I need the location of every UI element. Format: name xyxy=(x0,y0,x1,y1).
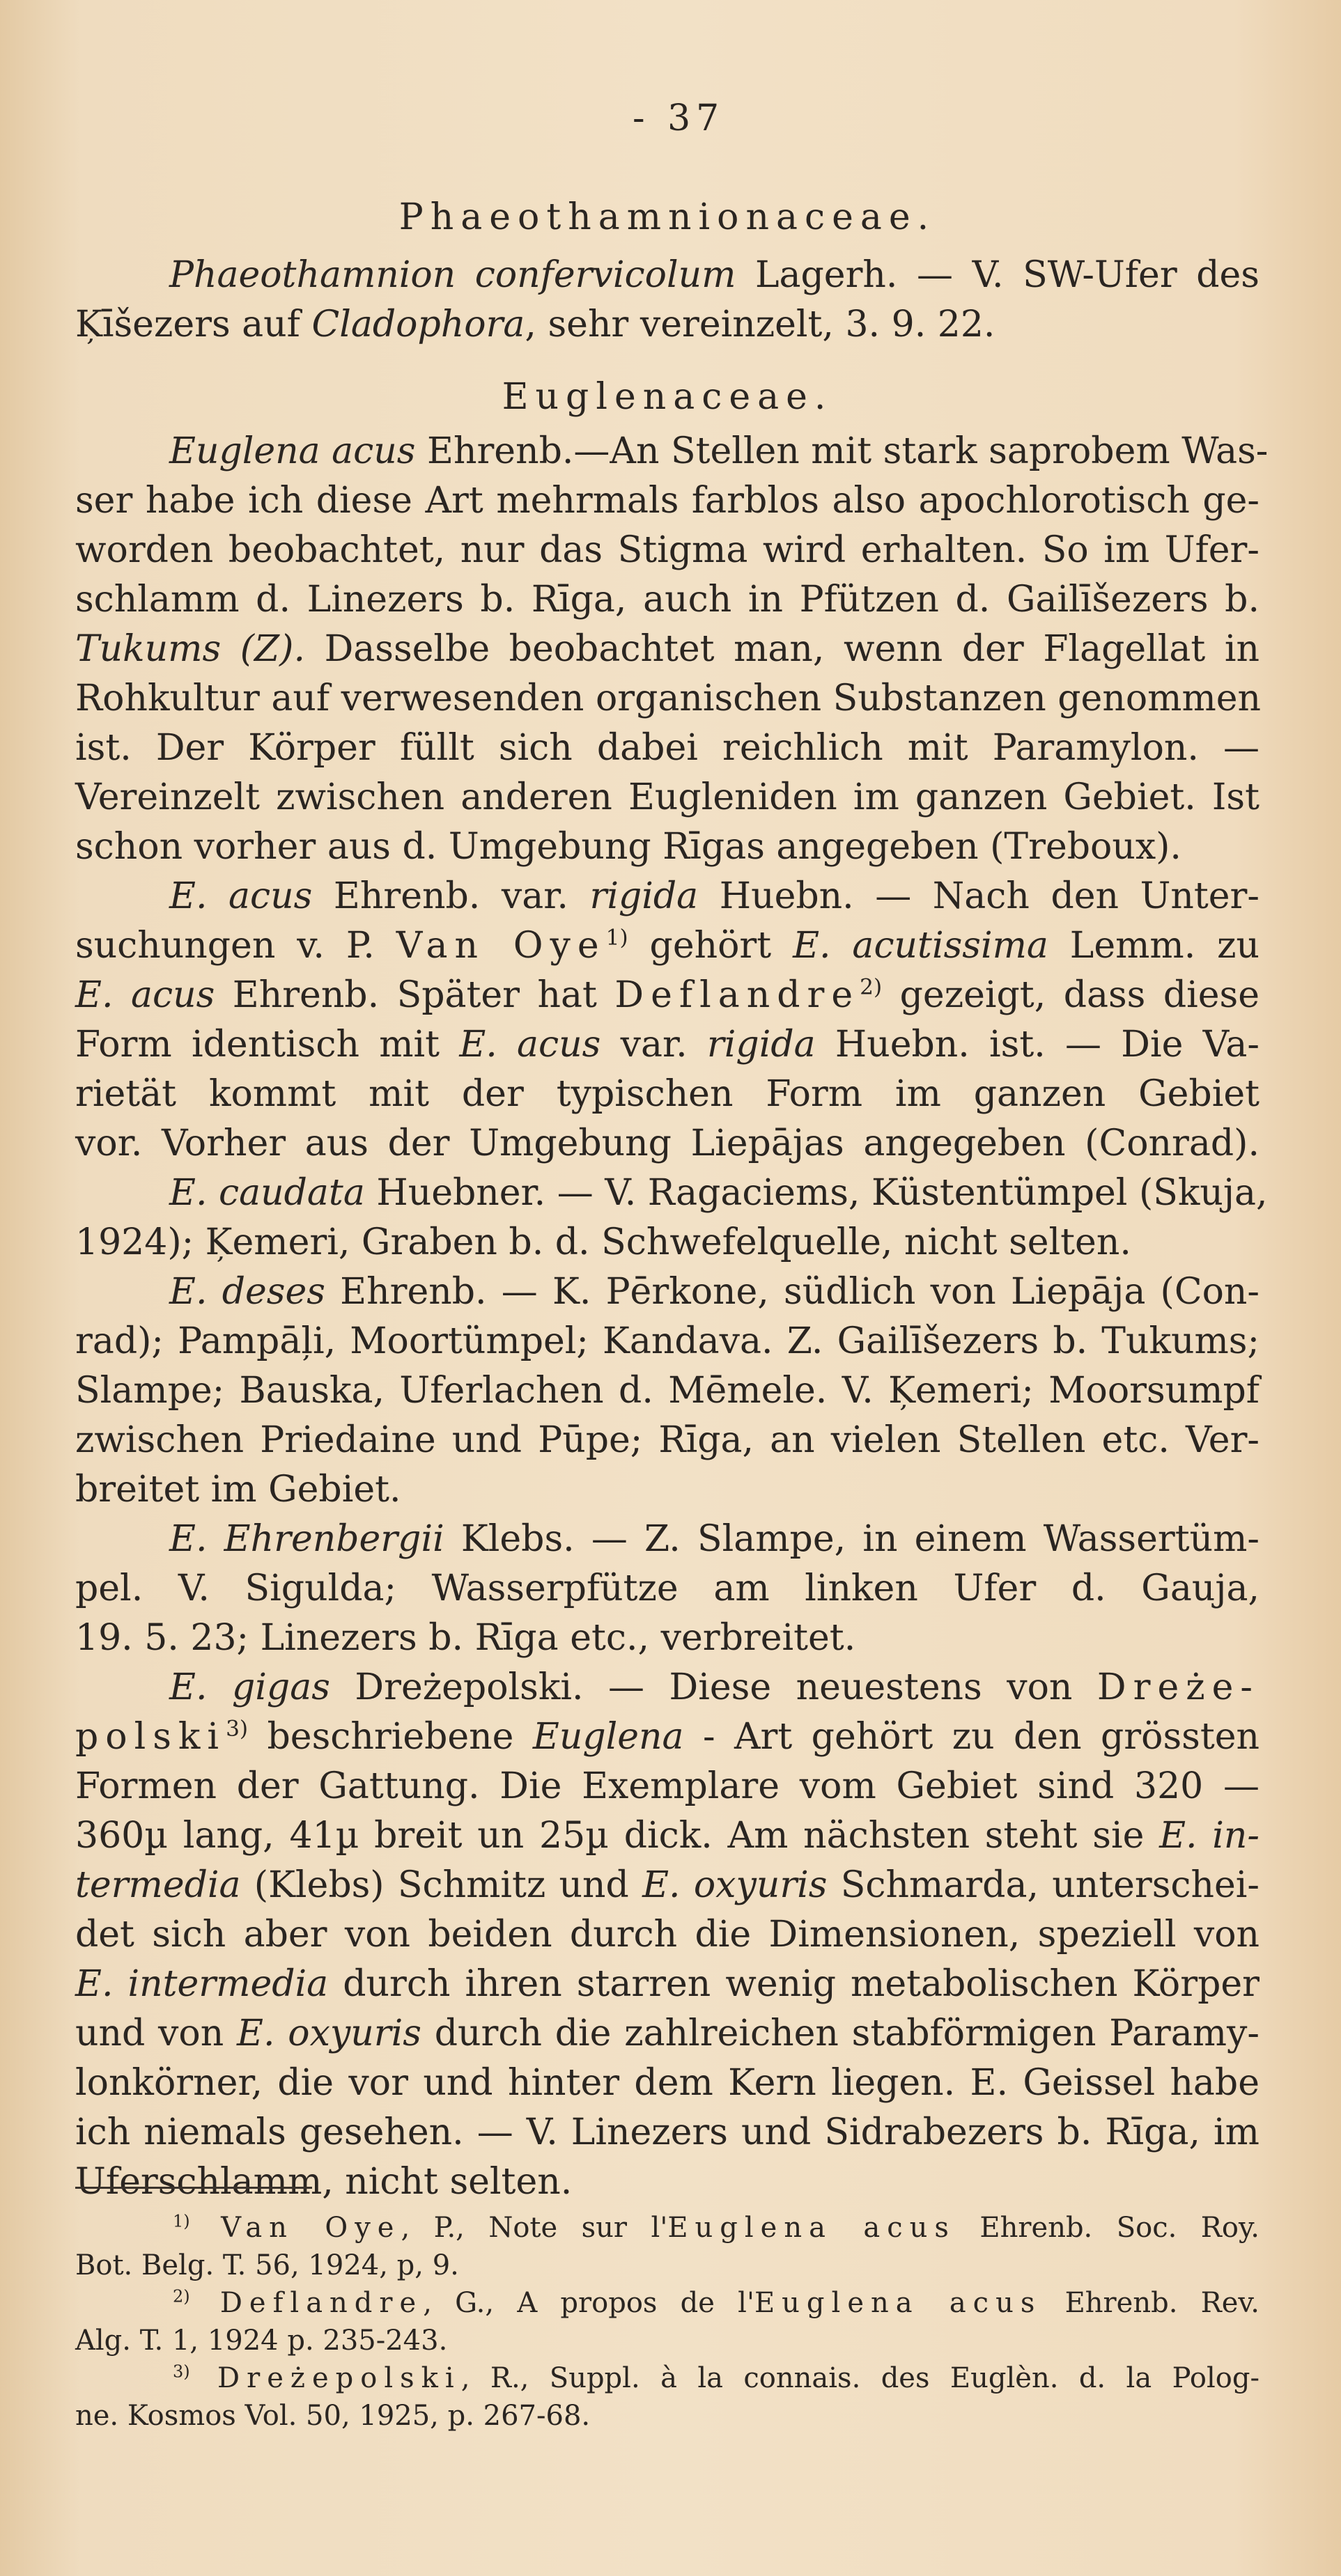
text-line: Formen der Gattung. Die Exemplare vom Gebiet sind 320 — xyxy=(75,1765,1259,1807)
text-line: 360µ lang, 41µ breit un 25µ dick. Am nächsten steht sie E. in- xyxy=(75,1815,1259,1857)
text-line: Tukums (Z). Dasselbe beobachtet man, wenn der Flagellat in xyxy=(75,628,1259,670)
text-line: polski$^{3)}$ beschriebene Euglena - Art gehört zu den grössten xyxy=(75,1716,1259,1758)
text-line: 19. 5. 23; Linezers b. Rīga etc., verbreitet. xyxy=(75,1617,856,1659)
text-line: Form identisch mit E. acus var. rigida Huebn. ist. — Die Va- xyxy=(75,1024,1259,1065)
text-line: E. acus Ehrenb. Später hat Deflandre$^{2)}$ gezeigt, dass diese xyxy=(75,974,1259,1016)
text-line: Euglena acus Ehrenb.—An Stellen mit stark saprobem Was- xyxy=(169,430,1269,472)
entry-euglena-acus-rigida xyxy=(75,872,1259,1169)
page-number: - 37 xyxy=(633,97,725,139)
text-line: Rohkultur auf verwesenden organischen Substanzen genommen xyxy=(75,678,1262,719)
entry-euglena-ehrenbergii xyxy=(75,1515,1259,1663)
footnotes xyxy=(75,2209,1259,2435)
entry-euglena-gigas xyxy=(75,1663,1259,2207)
section-title-euglenaceae: Euglenaceae. xyxy=(502,376,833,418)
text-line: vor. Vorher aus der Umgebung Liepājas angegeben (Conrad). xyxy=(75,1123,1259,1164)
text-line: Ķīšezers auf Cladophora, sehr vereinzelt, 3. 9. 22. xyxy=(75,304,995,345)
text-line: termedia (Klebs) Schmitz und E. oxyuris Schmarda, unterschei- xyxy=(75,1864,1260,1906)
text-line: Uferschlamm, nicht selten. xyxy=(75,2161,573,2203)
text-line: rietät kommt mit der typischen Form im ganzen Gebiet xyxy=(75,1073,1259,1115)
footnote-2: $^{2)}$ Deflandre, G., A propos de l'Euglena acus Ehrenb. Rev. xyxy=(173,2286,1260,2319)
footnote-2-cont: Alg. T. 1, 1924 p. 235-243. xyxy=(75,2325,448,2357)
entry-euglena-caudata xyxy=(75,1169,1268,1267)
text-line: breitet im Gebiet. xyxy=(75,1469,401,1511)
entry-euglena-acus xyxy=(75,427,1269,872)
text-line: E. intermedia durch ihren starren wenig metabolischen Körper xyxy=(75,1963,1259,2005)
text-line: und von E. oxyuris durch die zahlreichen stabförmigen Paramy- xyxy=(75,2013,1259,2054)
footnote-3: $^{3)}$ Dreżepolski, R., Suppl. à la connais. des Euglèn. d. la Polog- xyxy=(173,2362,1259,2394)
text-line: pel. V. Sigulda; Wasserpfütze am linken Ufer d. Gauja, xyxy=(75,1568,1259,1609)
text-line: ich niemals gesehen. — V. Linezers und Sidrabezers b. Rīga, im xyxy=(75,2111,1259,2153)
text-line: E. Ehrenbergii Klebs. — Z. Slampe, in einem Wassertüm- xyxy=(169,1518,1259,1560)
footnote-divider xyxy=(75,2187,312,2189)
text-line: det sich aber von beiden durch die Dimensionen, speziell von xyxy=(75,1914,1259,1956)
footnote-3-cont: ne. Kosmos Vol. 50, 1925, p. 267-68. xyxy=(75,2400,591,2432)
footnote-1: $^{1)}$ Van Oye, P., Note sur l'Euglena acus Ehrenb. Soc. Roy. xyxy=(173,2211,1259,2244)
text-line: E. caudata Huebner. — V. Ragaciems, Küstentümpel (Skuja, xyxy=(169,1172,1268,1214)
text-line: E. deses Ehrenb. — K. Pērkone, südlich von Liepāja (Con- xyxy=(169,1271,1259,1313)
footnote-1-cont: Bot. Belg. T. 56, 1924, p, 9. xyxy=(75,2249,459,2281)
text-line: schon vorher aus d. Umgebung Rīgas angegeben (Treboux). xyxy=(75,826,1181,868)
text-line: ist. Der Körper füllt sich dabei reichlich mit Paramylon. — xyxy=(75,727,1259,769)
entry-euglena-deses xyxy=(75,1267,1259,1515)
text-line: schlamm d. Linezers b. Rīga, auch in Pfützen d. Gailīšezers b. xyxy=(75,579,1259,620)
text-line: zwischen Priedaine und Pūpe; Rīga, an vielen Stellen etc. Ver- xyxy=(75,1419,1259,1461)
text-line: E. acus Ehrenb. var. rigida Huebn. — Nach den Unter- xyxy=(169,875,1259,917)
text-line: E. gigas Dreżepolski. — Diese neuestens von Dreże- xyxy=(169,1666,1259,1708)
text-line: suchungen v. P. Van Oye$^{1)}$ gehört E. acutissima Lemm. zu xyxy=(75,925,1260,967)
text-line: lonkörner, die vor und hinter dem Kern liegen. E. Geissel habe xyxy=(75,2062,1259,2104)
text-line: worden beobachtet, nur das Stigma wird erhalten. So im Ufer- xyxy=(75,529,1259,571)
text-line: Phaeothamnion confervicolum Lagerh. — V. SW-Ufer des xyxy=(169,254,1259,296)
text-line: Slampe; Bauska, Uferlachen d. Mēmele. V. Ķemeri; Moorsumpf xyxy=(75,1370,1259,1412)
text-line: ser habe ich diese Art mehrmals farblos also apochlorotisch ge- xyxy=(75,480,1259,522)
entry-phaeothamnion xyxy=(75,251,1259,350)
text-line: Vereinzelt zwischen anderen Eugleniden im ganzen Gebiet. Ist xyxy=(75,776,1259,818)
text-line: rad); Pampāļi, Moortümpel; Kandava. Z. Gailīšezers b. Tukums; xyxy=(75,1320,1259,1362)
section-title-phaeothamnionaceae: Phaeothamnionaceae. xyxy=(398,196,936,238)
text-line: 1924); Ķemeri, Graben b. d. Schwefelquelle, nicht selten. xyxy=(75,1221,1131,1263)
